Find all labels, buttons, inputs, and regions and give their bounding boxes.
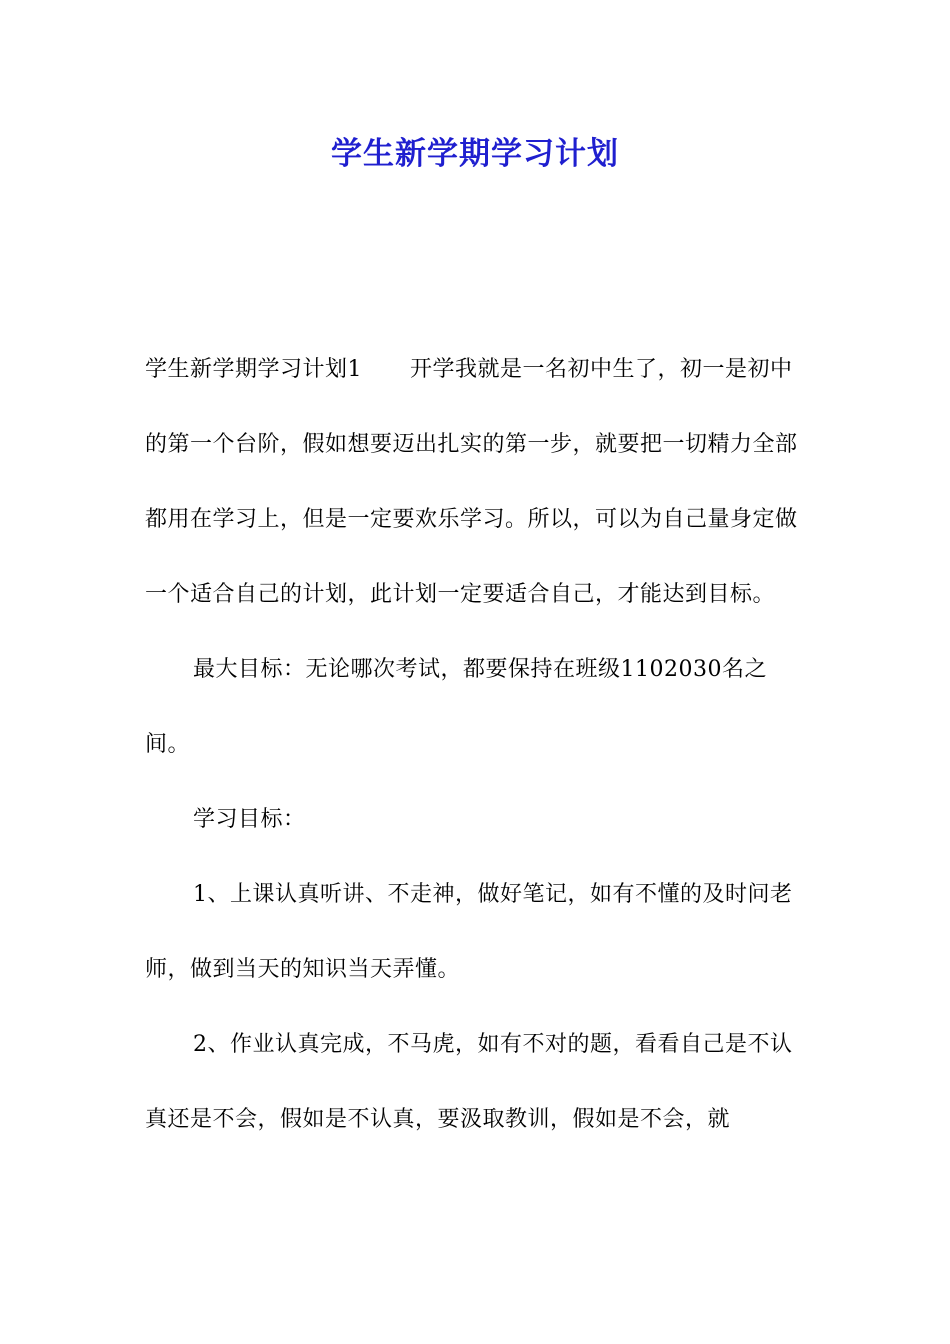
goal-item-1: 1、上课认真听讲、不走神，做好笔记，如有不懂的及时问老师，做到当天的知识当天弄懂。 (145, 882, 793, 982)
max-goal-paragraph: 最大目标：无论哪次考试，都要保持在班级1102030名之间。 (145, 657, 767, 757)
document-body (145, 332, 810, 1157)
document-title: 学生新学期学习计划 (331, 136, 619, 172)
study-goal-heading: 学习目标： (193, 807, 306, 832)
intro-paragraph (145, 332, 810, 632)
goal-item-2: 2、作业认真完成，不马虎，如有不对的题，看看自己是不认真还是不会，假如是不认真，要汲取教训，假如是不会，就 (145, 1032, 793, 1132)
intro-text: 开学我就是一名初中生了，初一是初中的第一个台阶，假如想要迈出扎实的第一步，就要把一切精力全部都用在学习上，但是一定要欢乐学习。所以，可以为自己量身定做一个适合自己的计划，此计划一定要适合自己，才能达到目标。 (145, 357, 798, 607)
intro-heading: 学生新学期学习计划1 (145, 357, 362, 382)
